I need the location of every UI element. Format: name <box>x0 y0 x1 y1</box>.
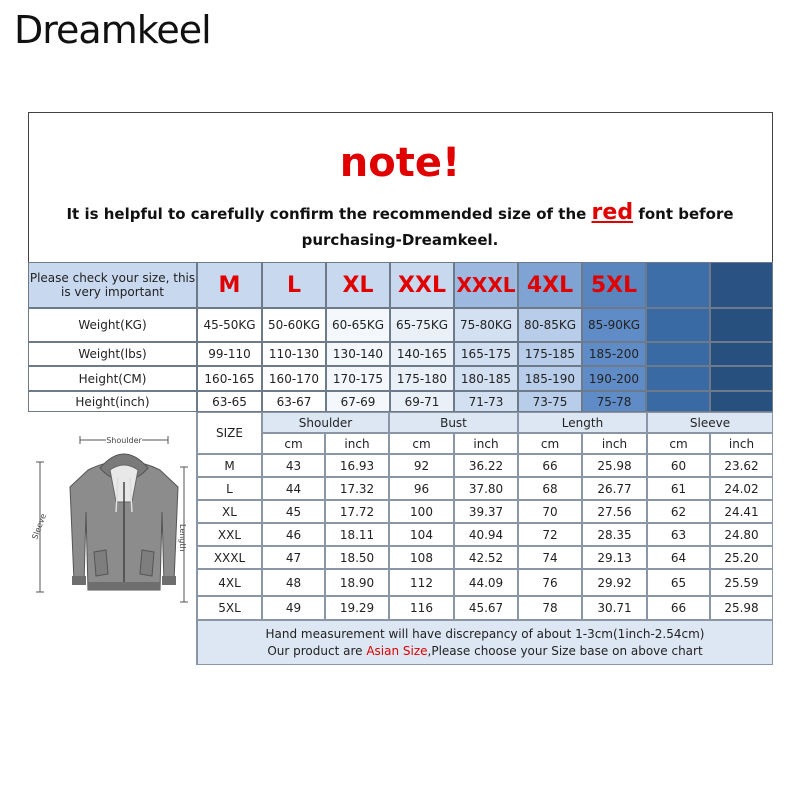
row-3-col-0: 63-65 <box>197 391 262 412</box>
cell-4xl-2: 112 <box>389 569 454 596</box>
footer-note <box>197 620 773 665</box>
row-3-col-7 <box>646 391 710 412</box>
cell-m-6: 60 <box>647 454 710 477</box>
notice-red-word: red <box>591 200 634 225</box>
group-header-sleeve: Sleeve <box>647 412 773 433</box>
row-0-col-8 <box>710 308 773 342</box>
brand-logo: Dreamkeel <box>14 8 211 52</box>
cell-xxl-1: 18.11 <box>325 523 389 546</box>
row-1-col-3: 140-165 <box>390 342 454 366</box>
row-2-col-0: 160-165 <box>197 366 262 391</box>
notice-part2: font before <box>638 205 734 223</box>
notice-line2: purchasing-Dreamkeel. <box>301 231 499 249</box>
hoodie-icon <box>28 412 196 662</box>
unit-header-6: cm <box>647 433 710 454</box>
cell-xxl-4: 72 <box>518 523 582 546</box>
row-2-col-4: 180-185 <box>454 366 518 391</box>
row-2-col-8 <box>710 366 773 391</box>
size-header-3: XL <box>326 262 390 308</box>
cell-l-4: 68 <box>518 477 582 500</box>
row-2-col-5: 185-190 <box>518 366 582 391</box>
row-3-col-5: 73-75 <box>518 391 582 412</box>
row-1-col-2: 130-140 <box>326 342 390 366</box>
group-header-bust: Bust <box>389 412 518 433</box>
size-header-5: XXXL <box>454 262 518 308</box>
footer-line2: Our product are Asian Size,Please choose your Size base on above chart <box>267 644 703 658</box>
cell-m-7: 23.62 <box>710 454 773 477</box>
cell-xxxl-1: 18.50 <box>325 546 389 569</box>
unit-header-4: cm <box>518 433 582 454</box>
size-header-1: M <box>197 262 262 308</box>
row-label-2: Height(CM) <box>28 366 197 391</box>
row-2-col-7 <box>646 366 710 391</box>
notice-text <box>60 200 740 253</box>
asian-size-text: Asian Size <box>366 644 428 658</box>
cell-xxxl-6: 64 <box>647 546 710 569</box>
cell-4xl-7: 25.59 <box>710 569 773 596</box>
row-1-col-7 <box>646 342 710 366</box>
cell-5xl-5: 30.71 <box>582 596 647 620</box>
size-header-8 <box>646 262 710 308</box>
group-header-length: Length <box>518 412 647 433</box>
row-0-col-0: 45-50KG <box>197 308 262 342</box>
top-header-label: Please check your size, this is very important <box>28 262 197 308</box>
diagram-sleeve-label: Sleeve <box>30 512 49 541</box>
size-row-m: M <box>197 454 262 477</box>
row-label-1: Weight(lbs) <box>28 342 197 366</box>
cell-m-0: 43 <box>262 454 325 477</box>
cell-xxxl-3: 42.52 <box>454 546 518 569</box>
cell-m-5: 25.98 <box>582 454 647 477</box>
row-1-col-6: 185-200 <box>582 342 646 366</box>
cell-l-5: 26.77 <box>582 477 647 500</box>
cell-xxxl-0: 47 <box>262 546 325 569</box>
size-row-xxl: XXL <box>197 523 262 546</box>
cell-4xl-6: 65 <box>647 569 710 596</box>
cell-m-3: 36.22 <box>454 454 518 477</box>
cell-m-1: 16.93 <box>325 454 389 477</box>
notice-part1: It is helpful to carefully confirm the recommended size of the <box>66 205 587 223</box>
cell-5xl-2: 116 <box>389 596 454 620</box>
cell-xxxl-4: 74 <box>518 546 582 569</box>
row-3-col-4: 71-73 <box>454 391 518 412</box>
size-row-l: L <box>197 477 262 500</box>
cell-xl-3: 39.37 <box>454 500 518 523</box>
cell-xl-2: 100 <box>389 500 454 523</box>
group-header-shoulder: Shoulder <box>262 412 389 433</box>
cell-5xl-0: 49 <box>262 596 325 620</box>
row-0-col-5: 80-85KG <box>518 308 582 342</box>
row-0-col-7 <box>646 308 710 342</box>
diagram-shoulder-label: Shoulder <box>106 436 142 445</box>
row-0-col-6: 85-90KG <box>582 308 646 342</box>
row-0-col-1: 50-60KG <box>262 308 326 342</box>
cell-5xl-1: 19.29 <box>325 596 389 620</box>
cell-5xl-6: 66 <box>647 596 710 620</box>
row-2-col-3: 175-180 <box>390 366 454 391</box>
row-1-col-4: 165-175 <box>454 342 518 366</box>
row-3-col-8 <box>710 391 773 412</box>
cell-4xl-3: 44.09 <box>454 569 518 596</box>
footer-line1: Hand measurement will have discrepancy of about 1-3cm(1inch-2.54cm) <box>265 627 705 641</box>
hoodie-diagram <box>28 412 197 665</box>
row-1-col-8 <box>710 342 773 366</box>
cell-xl-4: 70 <box>518 500 582 523</box>
cell-4xl-4: 76 <box>518 569 582 596</box>
row-2-col-6: 190-200 <box>582 366 646 391</box>
cell-l-6: 61 <box>647 477 710 500</box>
cell-l-3: 37.80 <box>454 477 518 500</box>
cell-xl-1: 17.72 <box>325 500 389 523</box>
size-row-xxxl: XXXL <box>197 546 262 569</box>
row-2-col-2: 170-175 <box>326 366 390 391</box>
cell-5xl-7: 25.98 <box>710 596 773 620</box>
cell-xl-7: 24.41 <box>710 500 773 523</box>
size-header-9 <box>710 262 773 308</box>
size-header-2: L <box>262 262 326 308</box>
cell-4xl-1: 18.90 <box>325 569 389 596</box>
unit-header-5: inch <box>582 433 647 454</box>
cell-xl-5: 27.56 <box>582 500 647 523</box>
unit-header-3: inch <box>454 433 518 454</box>
cell-xxxl-2: 108 <box>389 546 454 569</box>
unit-header-2: cm <box>389 433 454 454</box>
unit-header-1: inch <box>325 433 389 454</box>
cell-l-7: 24.02 <box>710 477 773 500</box>
unit-header-0: cm <box>262 433 325 454</box>
row-2-col-1: 160-170 <box>262 366 326 391</box>
row-3-col-6: 75-78 <box>582 391 646 412</box>
size-header-4: XXL <box>390 262 454 308</box>
cell-xxxl-5: 29.13 <box>582 546 647 569</box>
cell-xxl-7: 24.80 <box>710 523 773 546</box>
row-label-3: Height(inch) <box>28 391 197 412</box>
size-col-header: SIZE <box>197 412 262 454</box>
cell-l-0: 44 <box>262 477 325 500</box>
cell-5xl-3: 45.67 <box>454 596 518 620</box>
row-1-col-0: 99-110 <box>197 342 262 366</box>
size-row-xl: XL <box>197 500 262 523</box>
row-0-col-3: 65-75KG <box>390 308 454 342</box>
cell-xxl-3: 40.94 <box>454 523 518 546</box>
size-row-5xl: 5XL <box>197 596 262 620</box>
row-3-col-1: 63-67 <box>262 391 326 412</box>
cell-m-2: 92 <box>389 454 454 477</box>
size-header-6: 4XL <box>518 262 582 308</box>
diagram-length-label: Length <box>178 524 187 552</box>
row-0-col-4: 75-80KG <box>454 308 518 342</box>
cell-xxxl-7: 25.20 <box>710 546 773 569</box>
row-0-col-2: 60-65KG <box>326 308 390 342</box>
unit-header-7: inch <box>710 433 773 454</box>
cell-m-4: 66 <box>518 454 582 477</box>
cell-xxl-2: 104 <box>389 523 454 546</box>
cell-xxl-5: 28.35 <box>582 523 647 546</box>
cell-l-1: 17.32 <box>325 477 389 500</box>
row-1-col-1: 110-130 <box>262 342 326 366</box>
cell-xxl-0: 46 <box>262 523 325 546</box>
row-label-0: Weight(KG) <box>28 308 197 342</box>
cell-l-2: 96 <box>389 477 454 500</box>
cell-4xl-5: 29.92 <box>582 569 647 596</box>
row-1-col-5: 175-185 <box>518 342 582 366</box>
cell-xl-0: 45 <box>262 500 325 523</box>
row-3-col-2: 67-69 <box>326 391 390 412</box>
cell-xxl-6: 63 <box>647 523 710 546</box>
cell-xl-6: 62 <box>647 500 710 523</box>
size-header-7: 5XL <box>582 262 646 308</box>
cell-4xl-0: 48 <box>262 569 325 596</box>
row-3-col-3: 69-71 <box>390 391 454 412</box>
note-title: note! <box>339 140 461 186</box>
size-row-4xl: 4XL <box>197 569 262 596</box>
cell-5xl-4: 78 <box>518 596 582 620</box>
